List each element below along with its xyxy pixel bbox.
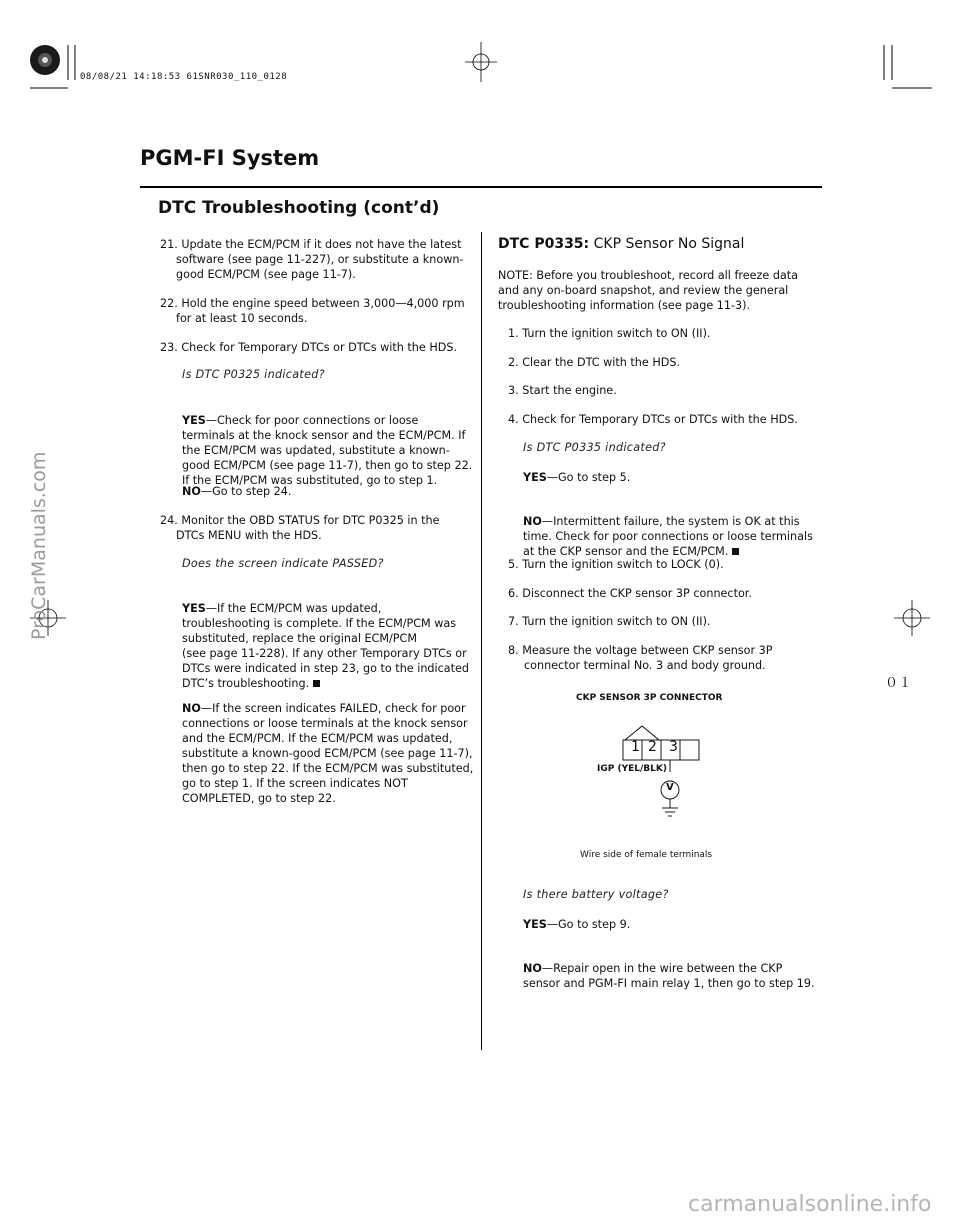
column-divider [481,232,482,1050]
bottom-watermark: carmanualsonline.info [688,1192,932,1217]
no-text: —Intermittent failure, the system is OK at this time. Check for poor connections or loose terminals at the CKP sensor and the ECM/PCM. [523,515,813,558]
step-6: 6. Disconnect the CKP sensor 3P connector. [508,587,752,600]
yes-answer-4 [523,917,630,932]
step-4: 4. Check for Temporary DTCs or DTCs with the HDS. [508,413,798,426]
dtc-heading [498,236,744,252]
no-answer-3 [523,499,813,559]
yes-text: —Go to step 5. [546,471,631,484]
step-8: 8. Measure the voltage between CKP sensor 3P connector terminal No. 3 and body ground. [508,644,773,672]
step-2: 2. Clear the DTC with the HDS. [508,356,681,369]
page-code: ０１ [885,676,913,691]
yes-label: YES [182,602,206,615]
question-p0325: Is DTC P0325 indicated? [182,368,325,381]
no-label: NO [182,485,201,498]
yes-label: YES [523,918,547,931]
yes-label: YES [182,414,206,427]
question-p0335: Is DTC P0335 indicated? [523,441,666,454]
step-7: 7. Turn the ignition switch to ON (II). [508,615,711,628]
voltmeter-symbol: V [666,782,674,793]
no-label: NO [523,962,542,975]
no-answer-1 [182,484,291,499]
dtc-code: DTC P0335: [498,236,590,252]
header-rule [140,186,822,188]
question-passed: Does the screen indicate PASSED? [182,557,384,570]
question-battery-voltage: Is there battery voltage? [523,888,669,901]
step-24: 24. Monitor the OBD STATUS for DTC P0325 in the DTCs MENU with the HDS. [160,514,440,542]
step-3: 3. Start the engine. [508,384,617,397]
print-stamp: 08/08/21 14:18:53 61SNR030_110_0128 [80,72,288,82]
page-title: PGM-FI System [140,146,320,170]
pin-1: 1 [631,739,640,755]
note: NOTE: Before you troubleshoot, record all freeze data and any on-board snapshot, and review the general troubleshooting information (see page 11-3). [498,269,799,312]
yes-text: —Go to step 9. [546,918,631,931]
no-answer-2 [182,686,473,806]
yes-label: YES [523,471,547,484]
step-5: 5. Turn the ignition switch to LOCK (0). [508,558,724,571]
no-label: NO [182,702,201,715]
no-text: —Go to step 24. [200,485,292,498]
yes-text: —If the ECM/PCM was updated, troubleshooting is complete. If the ECM/PCM was substituted, replace the original ECM/PCM (see page 11-228). If any other Temporary DTCs or DTCs were indicated in step 23, go to the indicated DTC’s troubleshooting. [182,602,470,690]
yes-answer-3 [523,470,630,485]
connector-diagram [560,720,740,830]
end-mark [732,548,739,555]
no-text: —Repair open in the wire between the CKP sensor and PGM-FI main relay 1, then go to step 19. [523,962,815,990]
side-watermark: ProCarManuals.com [28,451,50,640]
yes-text: —Check for poor connections or loose terminals at the knock sensor and the ECM/PCM. If the ECM/PCM was updated, substitute a known- good ECM/PCM (see page 11-7), then go to step 22. If the ECM/PCM was substituted, go to step 1. [182,414,473,487]
pin-2: 2 [648,739,657,755]
yes-answer-2 [182,586,469,691]
step-21: 21. Update the ECM/PCM if it does not have the latest software (see page 11-227), or substitute a known- good ECM/PCM (see page 11-7). [160,238,464,281]
pin-3: 3 [669,739,678,755]
diagram-caption: Wire side of female terminals [580,850,713,860]
no-label: NO [523,515,542,528]
no-text: —If the screen indicates FAILED, check for poor connections or loose terminals at the knock sensor and the ECM/PCM. If the ECM/PCM was updated, substitute a known-good ECM/PCM (see page 11-7), then go to step 22. If the ECM/PCM was substituted, go to step 1. If the screen indicates NOT COMPLETED, go to step 22. [182,702,474,805]
section-title: DTC Troubleshooting (cont’d) [158,198,440,218]
wire-label: IGP (YEL/BLK) [597,764,667,774]
dtc-name: CKP Sensor No Signal [589,236,745,252]
diagram-title: CKP SENSOR 3P CONNECTOR [576,693,723,703]
no-answer-4 [523,946,815,991]
yes-answer-1 [182,398,472,488]
step-22: 22. Hold the engine speed between 3,000—4,000 rpm for at least 10 seconds. [160,297,465,325]
step-1: 1. Turn the ignition switch to ON (II). [508,327,711,340]
step-23: 23. Check for Temporary DTCs or DTCs with the HDS. [160,341,458,354]
